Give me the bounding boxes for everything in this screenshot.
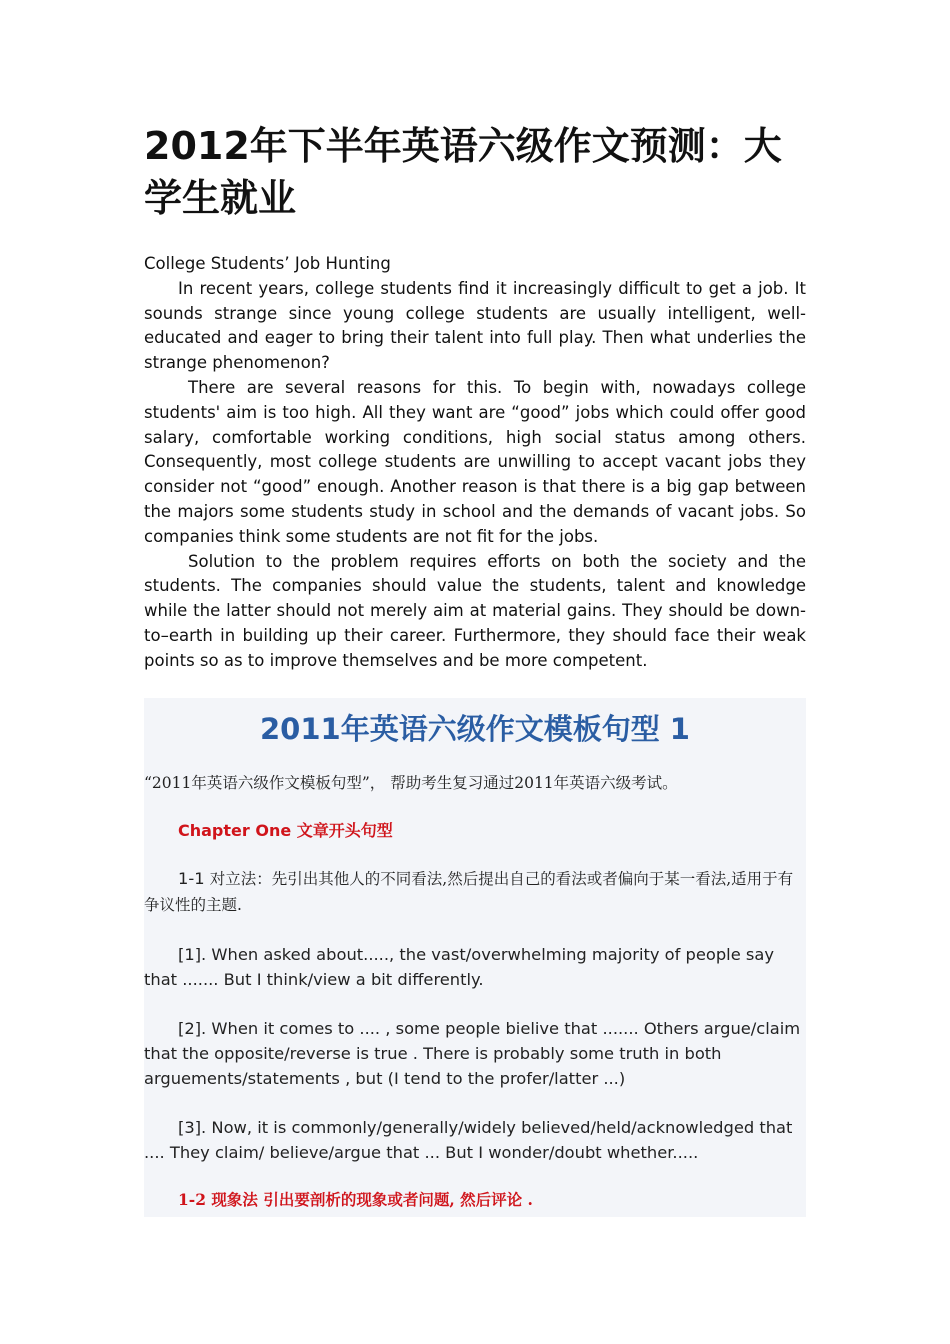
item-text: [2]. When it comes to .... , some people bielive that ....... Others argue/claim that the opposite/reverse is true . There is probably some truth in both arguements/statements , but (I tend to the profer/latter ...) (144, 1018, 801, 1088)
essay-heading: College Students’ Job Hunting (144, 254, 391, 273)
section-1-1 (144, 866, 806, 918)
section-number: 1-1 (178, 868, 205, 888)
chapter-heading (144, 820, 806, 842)
section-description: 现象法 引出要剖析的现象或者问题, 然后评论 . (211, 1189, 533, 1209)
chapter-label: Chapter One (178, 820, 292, 840)
page-title: 2012年下半年英语六级作文预测：大学生就业 (144, 124, 782, 220)
item-text: [1]. When asked about....., the vast/overwhelming majority of people say that ....... But I think/view a bit differently. (144, 944, 774, 989)
template-intro: “2011年英语六级作文模板句型”， 帮助考生复习通过2011年英语六级考试。 (144, 773, 678, 792)
template-item (144, 1016, 806, 1091)
essay (144, 252, 806, 674)
essay-paragraph: In recent years, college students find it increasingly difficult to get a job. It sounds strange since young college students are usually intelligent, well-educated and eager to bring their talent into full play. Then what underlies the strange phenomenon? (144, 278, 806, 373)
section-description: 对立法：先引出其他人的不同看法,然后提出自己的看法或者偏向于某一看法,适用于有争议性的主题. (144, 869, 794, 914)
template-box (144, 698, 806, 1217)
essay-paragraph: There are several reasons for this. To begin with, nowadays college students' aim is too high. All they want are “good” jobs which could offer good salary, comfortable working conditions, high social status among others. Consequently, most college students are unwilling to accept vacant jobs they consider not “good” enough. Another reason is that there is a big gap between the majors some students study in school and the demands of vacant jobs. So companies think some students are not fit for the jobs. (144, 377, 806, 546)
template-item (144, 942, 806, 992)
section-1-2-heading (144, 1189, 806, 1211)
chapter-title-cn: 文章开头句型 (296, 820, 393, 840)
template-title: 2011年英语六级作文模板句型 1 (260, 711, 690, 746)
section-number: 1-2 (178, 1189, 207, 1209)
item-text: [3]. Now, it is commonly/generally/widely believed/held/acknowledged that .... They claim/ believe/argue that ... But I wonder/doubt whether..... (144, 1117, 793, 1162)
essay-paragraph: Solution to the problem requires efforts on both the society and the students. The companies should value the students, talent and knowledge while the latter should not merely aim at material gains. They should be down-to–earth in building up their career. Furthermore, they should face their weak points so as to improve themselves and be more competent. (144, 551, 806, 670)
template-item (144, 1115, 806, 1165)
document-content (144, 120, 806, 1217)
